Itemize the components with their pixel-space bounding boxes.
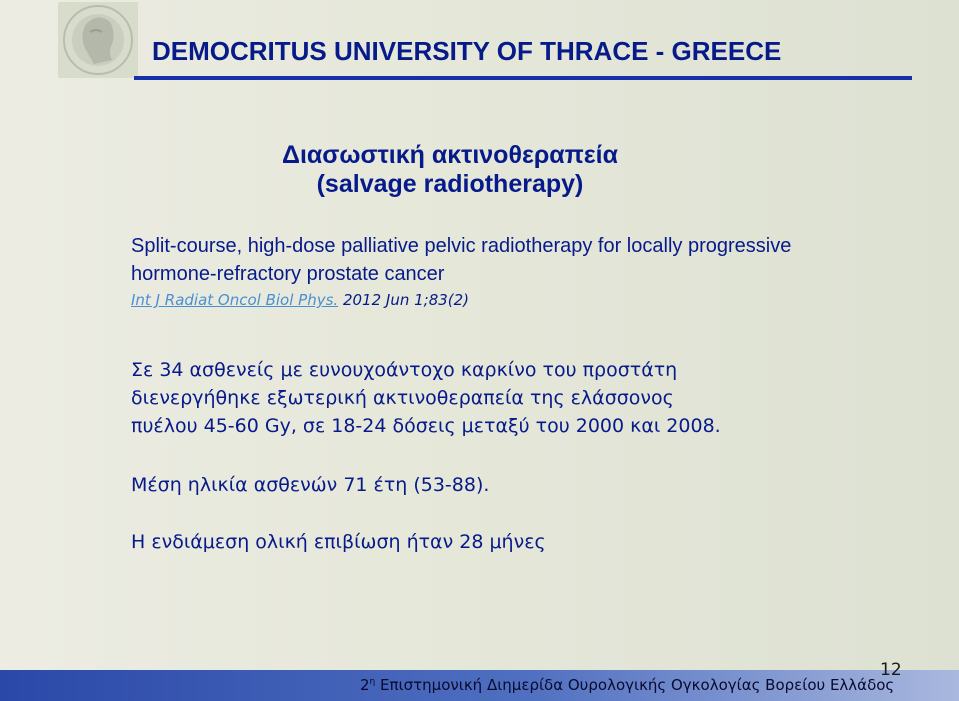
footer-text [360, 676, 894, 694]
footer-ordinal-suffix: η [369, 677, 376, 687]
reference-title[interactable] [131, 232, 871, 288]
footer-ordinal: 2 [360, 676, 370, 694]
slide-subtitle: (salvage radiotherapy) [316, 170, 584, 198]
university-logo [58, 2, 138, 78]
body-line-1: Σε 34 ασθενείς με ευνουχοάντοχο καρκίνο του προστάτη [131, 359, 678, 381]
body-line-4: Μέση ηλικία ασθενών 71 έτη (53-88). [131, 474, 490, 496]
header-title: DEMOCRITUS UNIVERSITY OF THRACE - GREECE [152, 36, 782, 66]
reference-title-text[interactable]: Split-course, high-dose palliative pelvic radiotherapy for locally progressive hormone-refractory prostate cancer [131, 235, 792, 285]
body-line-3: πυέλου 45-60 Gy, σε 18-24 δόσεις μεταξύ του 2000 και 2008. [131, 415, 721, 437]
body-line-2: διενεργήθηκε εξωτερική ακτινοθεραπεία της ελάσσονος [131, 387, 674, 409]
citation-details: 2012 Jun 1;83(2) [338, 291, 470, 309]
journal-link[interactable]: Int J Radiat Oncol Biol Phys. [131, 291, 339, 309]
footer-event-name: Επιστημονική Διημερίδα Ουρολογικής Ογκολογίας Βορείου Ελλάδος [375, 676, 895, 694]
body-line-5: Η ενδιάμεση ολική επιβίωση ήταν 28 μήνες [131, 531, 546, 553]
slide-title: Διασωστική ακτινοθεραπεία [282, 141, 618, 169]
header-divider [134, 76, 912, 80]
reference-citation [131, 291, 469, 309]
page-number: 12 [880, 660, 902, 680]
